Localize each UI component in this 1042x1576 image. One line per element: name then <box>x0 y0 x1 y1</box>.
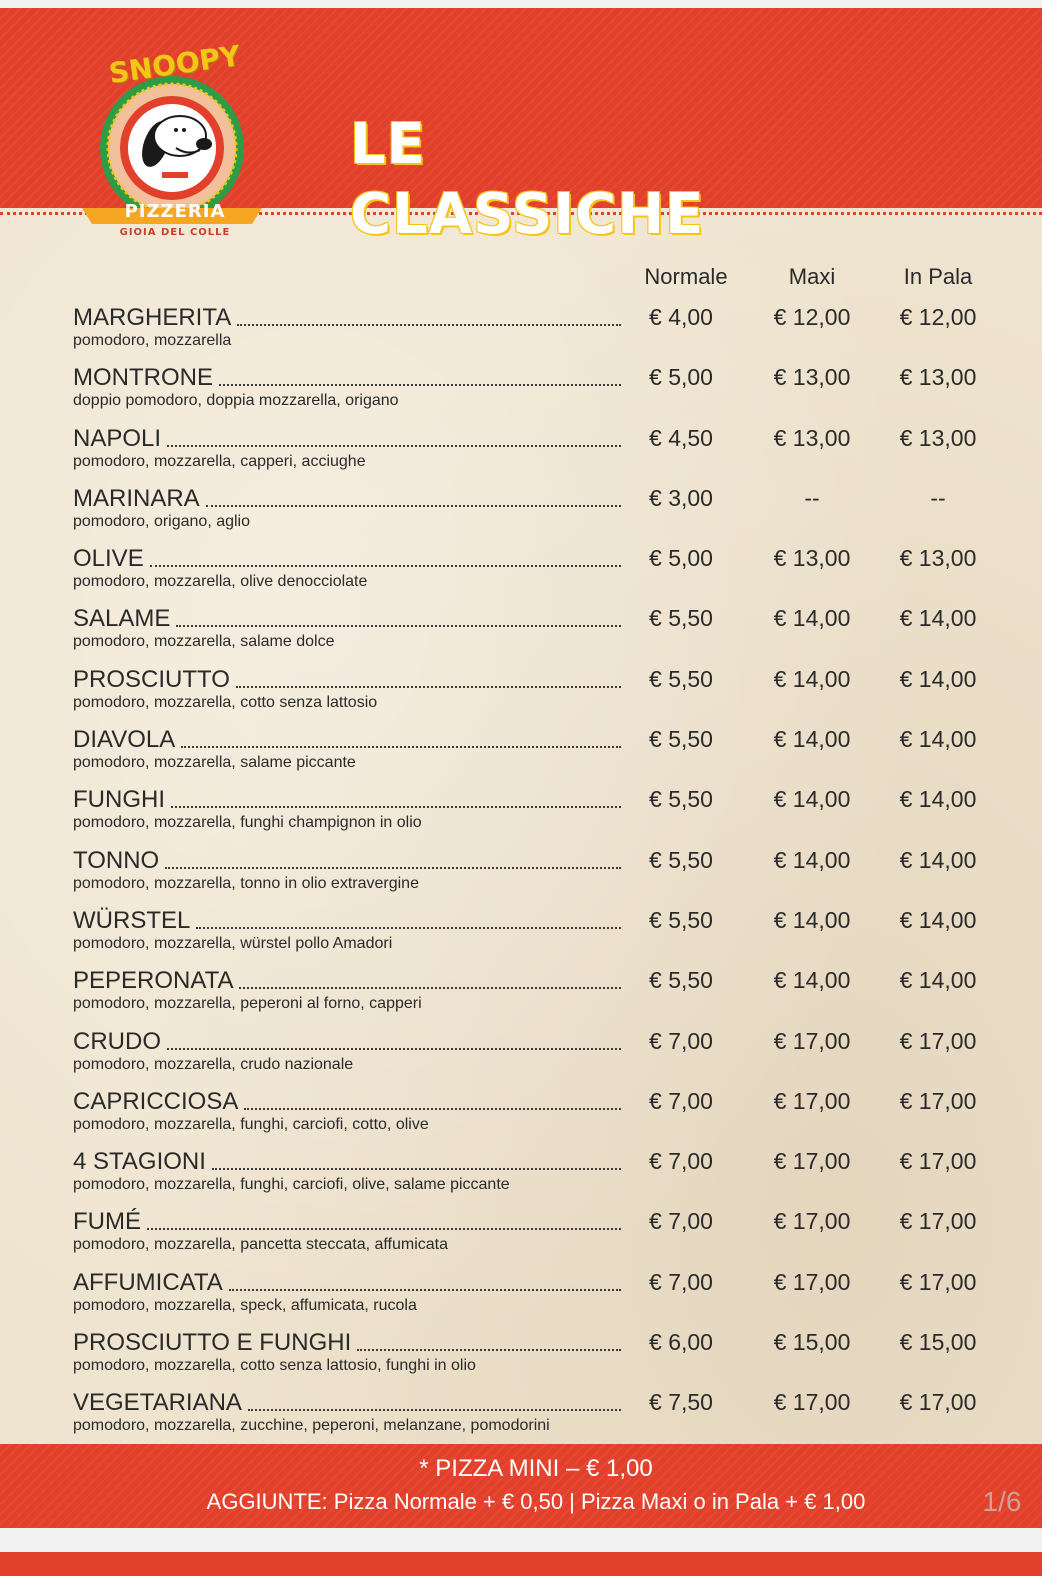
dotted-leader <box>167 1048 621 1050</box>
bottom-strip <box>0 1552 1042 1576</box>
price-normale: € 5,50 <box>649 665 713 692</box>
menu-item-name: DIAVOLA <box>73 726 176 754</box>
price-normale: € 5,50 <box>649 726 713 753</box>
menu-item-row <box>73 483 621 513</box>
menu-item-name: PEPERONATA <box>73 967 234 995</box>
price-in-pala: € 13,00 <box>899 364 977 391</box>
menu-item-row <box>73 1146 621 1176</box>
price-normale: € 4,00 <box>649 304 713 330</box>
price-normale: € 5,00 <box>649 545 713 572</box>
price-normale: € 6,00 <box>649 1329 713 1356</box>
dotted-leader <box>171 806 621 808</box>
menu-item <box>0 1377 1042 1437</box>
menu-item-row <box>73 1086 621 1116</box>
menu-item-name: MARINARA <box>73 484 200 512</box>
brand-top-text: SNOOPY <box>106 39 243 91</box>
column-header-normale: Normale <box>644 264 728 289</box>
menu-item-row <box>73 302 621 332</box>
price-normale: € 5,50 <box>649 846 713 873</box>
price-in-pala: € 17,00 <box>899 1268 977 1295</box>
menu-item-row <box>73 1327 621 1357</box>
price-maxi: € 13,00 <box>773 364 851 391</box>
menu-item-name: MARGHERITA <box>73 304 232 331</box>
menu-item-name: 4 STAGIONI <box>73 1148 206 1176</box>
menu-item-name: FUNGHI <box>73 786 165 814</box>
menu-item-description: pomodoro, mozzarella, cotto senza lattosio, funghi in olio <box>73 1357 476 1375</box>
dotted-leader <box>147 1228 621 1230</box>
price-maxi: € 13,00 <box>773 545 851 572</box>
menu-item-description: pomodoro, mozzarella, salame dolce <box>73 633 335 651</box>
menu-item-row <box>73 784 621 814</box>
price-in-pala: € 13,00 <box>899 424 977 451</box>
footer-pizza-mini: * PIZZA MINI – € 1,00 <box>419 1455 653 1482</box>
price-normale: € 3,00 <box>649 484 713 511</box>
price-maxi: € 17,00 <box>773 1208 851 1235</box>
page-title: LE CLASSICHE <box>350 112 705 247</box>
menu-item-description: pomodoro, mozzarella, olive denocciolate <box>73 573 368 591</box>
menu-item <box>0 895 1042 955</box>
dotted-leader <box>150 565 621 567</box>
menu-item-row <box>73 905 621 935</box>
menu-item-row <box>73 724 621 754</box>
dotted-leader <box>219 384 621 386</box>
menu-item <box>0 1016 1042 1076</box>
price-in-pala: -- <box>930 484 946 511</box>
menu-item-row <box>73 603 621 633</box>
price-normale: € 7,00 <box>649 1208 713 1235</box>
menu-item-name: OLIVE <box>73 545 144 573</box>
price-in-pala: € 14,00 <box>899 967 977 994</box>
price-normale: € 4,50 <box>649 424 713 451</box>
menu-item-name: FUMÉ <box>73 1208 141 1236</box>
dotted-leader <box>176 625 621 627</box>
dotted-leader <box>229 1289 621 1291</box>
menu-item-row <box>73 1026 621 1056</box>
menu-item-row <box>73 543 621 573</box>
price-normale: € 5,00 <box>649 364 713 391</box>
menu-item-description: pomodoro, mozzarella, capperi, acciughe <box>73 452 366 470</box>
price-in-pala: € 14,00 <box>899 605 977 632</box>
price-maxi: € 14,00 <box>773 786 851 813</box>
menu-item-description: pomodoro, mozzarella, crudo nazionale <box>73 1055 354 1073</box>
menu-item-row <box>73 1387 621 1417</box>
menu-item-row <box>73 664 621 694</box>
dotted-leader <box>196 927 621 929</box>
page-indicator: 1/6 <box>982 1486 1022 1517</box>
price-maxi: € 14,00 <box>773 665 851 692</box>
price-maxi: € 17,00 <box>773 1389 851 1416</box>
menu-item-description: pomodoro, mozzarella, funghi champignon in olio <box>73 814 422 832</box>
price-maxi: € 17,00 <box>773 1148 851 1175</box>
price-maxi: € 17,00 <box>773 1268 851 1295</box>
price-maxi: € 14,00 <box>773 846 851 873</box>
price-normale: € 7,00 <box>649 1087 713 1114</box>
price-in-pala: € 13,00 <box>899 545 977 572</box>
menu-item <box>0 1076 1042 1136</box>
menu-item-name: PROSCIUTTO <box>73 665 230 693</box>
price-maxi: € 17,00 <box>773 1027 851 1054</box>
dotted-leader <box>236 686 621 688</box>
menu-item <box>0 352 1042 412</box>
menu-item-description: pomodoro, mozzarella, funghi, carciofi, olive, salame piccante <box>73 1176 510 1194</box>
menu-item-row <box>73 1206 621 1236</box>
price-normale: € 5,50 <box>649 605 713 632</box>
price-maxi: € 14,00 <box>773 726 851 753</box>
price-normale: € 7,50 <box>649 1389 713 1416</box>
price-in-pala: € 14,00 <box>899 726 977 753</box>
price-in-pala: € 12,00 <box>899 304 977 330</box>
price-normale: € 7,00 <box>649 1268 713 1295</box>
price-normale: € 7,00 <box>649 1148 713 1175</box>
price-maxi: € 17,00 <box>773 1087 851 1114</box>
menu-item-description: pomodoro, mozzarella, tonno in olio extravergine <box>73 874 419 892</box>
menu-item-description: pomodoro, mozzarella, cotto senza lattosio <box>73 693 378 711</box>
dotted-leader <box>181 746 621 748</box>
price-in-pala: € 14,00 <box>899 665 977 692</box>
menu-item-description: pomodoro, mozzarella, funghi, carciofi, cotto, olive <box>73 1115 429 1133</box>
menu-item-description: pomodoro, mozzarella, würstel pollo Amadori <box>73 934 393 952</box>
menu-item <box>0 654 1042 714</box>
price-normale: € 5,50 <box>649 906 713 933</box>
menu-item-description: doppio pomodoro, doppia mozzarella, origano <box>73 392 399 410</box>
menu-item-name: WÜRSTEL <box>73 906 191 934</box>
menu-item-description: pomodoro, mozzarella, zucchine, peperoni, melanzane, pomodorini <box>73 1417 550 1435</box>
footer-aggiunte: AGGIUNTE: Pizza Normale + € 0,50 | Pizza Maxi o in Pala + € 1,00 <box>206 1489 866 1514</box>
price-in-pala: € 14,00 <box>899 846 977 873</box>
price-in-pala: € 17,00 <box>899 1027 977 1054</box>
menu-item <box>0 1317 1042 1377</box>
menu-item-description: pomodoro, mozzarella, salame piccante <box>73 754 356 772</box>
dotted-leader <box>248 1409 621 1411</box>
menu-item-row <box>73 965 621 995</box>
menu-item <box>0 955 1042 1015</box>
price-maxi: € 12,00 <box>773 304 851 330</box>
menu-item-name: TONNO <box>73 846 160 874</box>
dotted-leader <box>165 867 621 869</box>
menu-item-description: pomodoro, mozzarella, speck, affumicata, rucola <box>73 1296 417 1314</box>
menu-item-name: PROSCIUTTO E FUNGHI <box>73 1329 352 1357</box>
menu-item <box>0 292 1042 352</box>
price-maxi: € 13,00 <box>773 424 851 451</box>
menu-item-name: CRUDO <box>73 1027 161 1055</box>
menu-item <box>0 1196 1042 1256</box>
menu-item <box>0 533 1042 593</box>
price-maxi: € 14,00 <box>773 906 851 933</box>
menu-page <box>0 8 1042 1528</box>
menu-item <box>0 774 1042 834</box>
price-in-pala: € 17,00 <box>899 1389 977 1416</box>
menu-item <box>0 473 1042 533</box>
price-normale: € 7,00 <box>649 1027 713 1054</box>
brand-city-text: GIOIA DEL COLLE <box>119 227 231 238</box>
menu-item-description: pomodoro, mozzarella, peperoni al forno, capperi <box>73 995 422 1013</box>
menu-item-name: MONTRONE <box>73 364 213 392</box>
column-header-maxi: Maxi <box>788 264 836 289</box>
brand-name-text: PIZZERIA <box>124 201 226 222</box>
dotted-leader <box>239 987 621 989</box>
menu-item-description: pomodoro, origano, aglio <box>73 512 251 530</box>
price-in-pala: € 14,00 <box>899 786 977 813</box>
price-in-pala: € 15,00 <box>899 1329 977 1356</box>
dotted-leader <box>206 505 621 507</box>
price-in-pala: € 14,00 <box>899 906 977 933</box>
menu-item <box>0 835 1042 895</box>
menu-item-name: CAPRICCIOSA <box>73 1087 239 1115</box>
dotted-leader <box>167 445 621 447</box>
menu-item-name: VEGETARIANA <box>73 1389 242 1417</box>
price-maxi: € 14,00 <box>773 967 851 994</box>
price-normale: € 5,50 <box>649 967 713 994</box>
menu-item <box>0 1136 1042 1196</box>
column-header-in-pala: In Pala <box>903 264 973 289</box>
dotted-leader <box>357 1349 621 1351</box>
price-maxi: € 15,00 <box>773 1329 851 1356</box>
dotted-leader <box>212 1168 621 1170</box>
price-in-pala: € 17,00 <box>899 1208 977 1235</box>
price-in-pala: € 17,00 <box>899 1148 977 1175</box>
menu-item-description: pomodoro, mozzarella <box>73 332 232 349</box>
dotted-leader <box>244 1108 621 1110</box>
menu-item-row <box>73 423 621 453</box>
footer-banner <box>0 1444 1042 1528</box>
menu-item-row <box>73 362 621 392</box>
menu-item-name: NAPOLI <box>73 424 162 452</box>
menu-item-name: AFFUMICATA <box>73 1268 223 1296</box>
menu-item-row <box>73 1267 621 1297</box>
price-normale: € 5,50 <box>649 786 713 813</box>
menu-item-description: pomodoro, mozzarella, pancetta steccata, affumicata <box>73 1236 449 1254</box>
price-maxi: -- <box>804 484 820 511</box>
menu-item <box>0 1257 1042 1317</box>
menu-list <box>0 292 1042 1438</box>
menu-item <box>0 714 1042 774</box>
price-in-pala: € 17,00 <box>899 1087 977 1114</box>
menu-item-name: SALAME <box>73 605 171 633</box>
menu-item <box>0 593 1042 653</box>
menu-item-row <box>73 845 621 875</box>
menu-item <box>0 413 1042 473</box>
price-maxi: € 14,00 <box>773 605 851 632</box>
dotted-leader <box>237 324 621 326</box>
